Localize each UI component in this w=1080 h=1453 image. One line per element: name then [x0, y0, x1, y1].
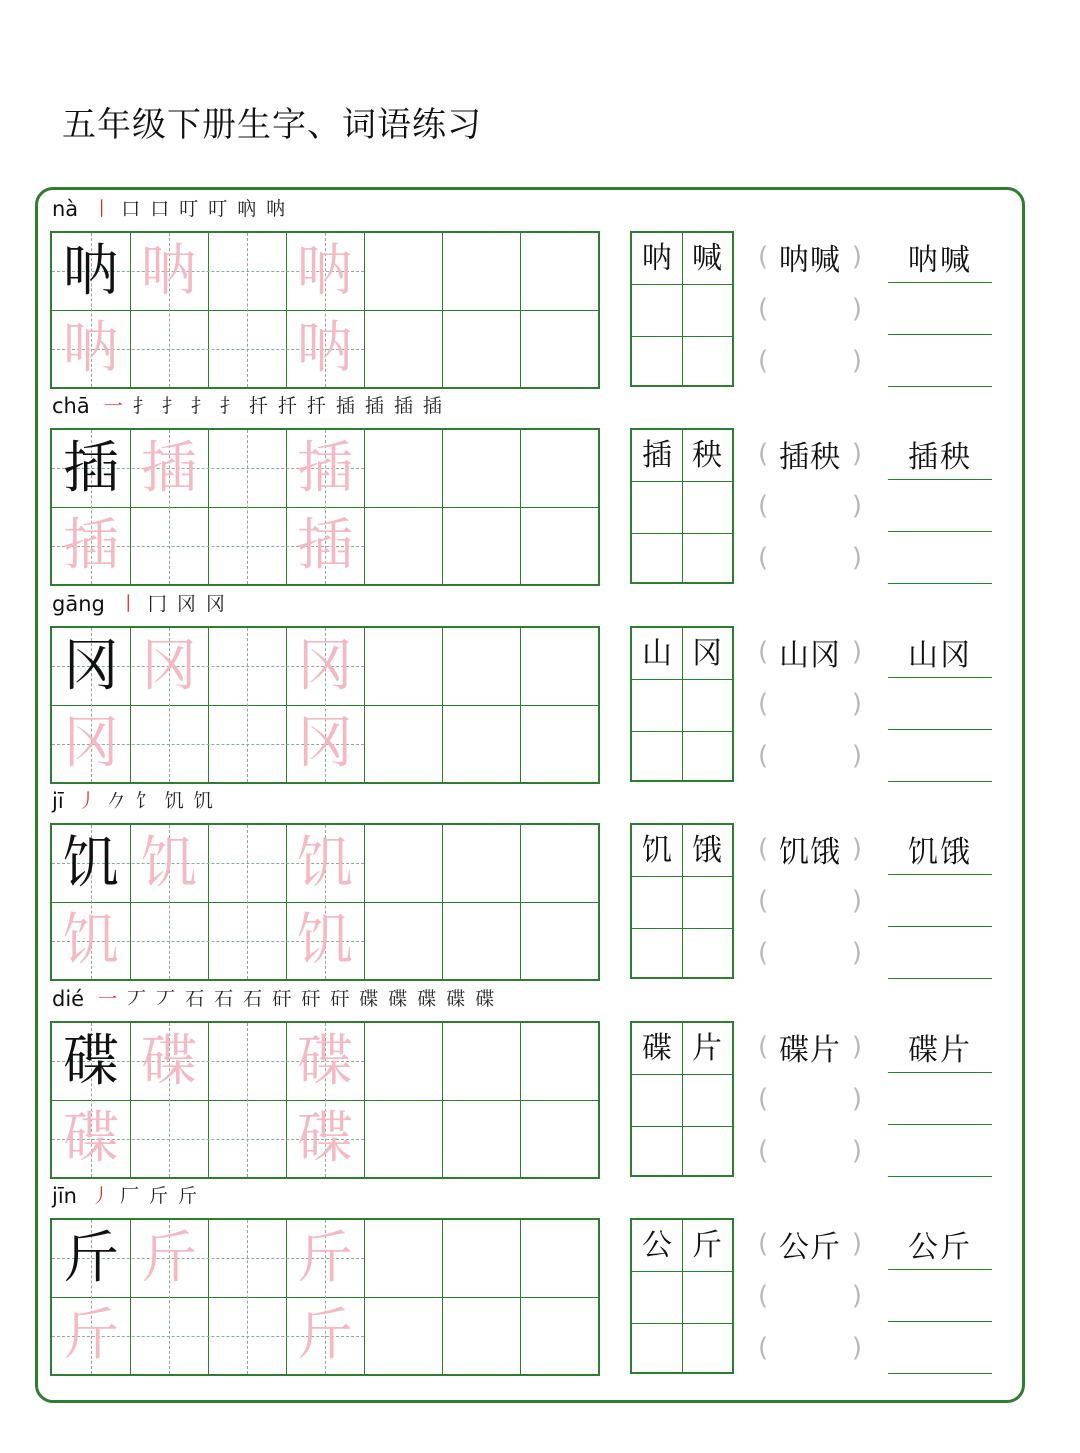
stroke-step: 一	[103, 395, 123, 417]
stroke-step: 饥	[193, 790, 213, 812]
paren-word: 插秧	[779, 440, 841, 475]
stroke-step: 丨	[118, 593, 138, 615]
paren-left: (	[758, 689, 769, 719]
paren-column	[758, 428, 862, 584]
paren-left: (	[758, 346, 769, 376]
paren-right: )	[851, 689, 862, 719]
word-grid	[630, 1021, 734, 1177]
trace-char: 碟	[297, 1029, 353, 1094]
writing-grid	[50, 626, 600, 784]
stroke-step: 扌	[132, 395, 152, 417]
paren-row	[758, 1218, 862, 1270]
stroke-step: 扌	[161, 395, 181, 417]
model-char: 呐	[63, 239, 119, 304]
line-word: 饥饿	[908, 834, 972, 870]
answer-line[interactable]	[888, 1322, 992, 1374]
word-char: 饿	[692, 833, 722, 868]
stroke-step: 斤	[149, 1185, 169, 1207]
word-model	[632, 233, 732, 285]
trace-char: 斤	[297, 1226, 353, 1291]
guide-line	[247, 1220, 248, 1374]
paren-row[interactable]	[758, 532, 862, 584]
answer-line	[888, 823, 992, 875]
stroke-step: 冈	[205, 593, 225, 615]
trace-char: 呐	[141, 239, 197, 304]
word-char: 片	[692, 1031, 722, 1066]
answer-line[interactable]	[888, 875, 992, 927]
writing-grid	[50, 823, 600, 981]
trace-char: 斤	[141, 1226, 197, 1291]
line-word: 呐喊	[908, 242, 972, 278]
paren-word: 饥饿	[779, 835, 841, 870]
pinyin: nà	[52, 197, 79, 221]
grid-line	[632, 533, 732, 534]
paren-left: (	[758, 886, 769, 916]
guide-line	[247, 233, 248, 387]
paren-column	[758, 626, 862, 782]
answer-line[interactable]	[888, 532, 992, 584]
answer-line[interactable]	[888, 1270, 992, 1322]
paren-left: (	[758, 938, 769, 968]
word-char: 碟	[642, 1031, 672, 1066]
stroke-step: 扌	[190, 395, 210, 417]
stroke-step: 丆	[127, 988, 147, 1010]
paren-left: (	[758, 637, 769, 667]
stroke-step: 叮	[179, 198, 199, 220]
trace-char: 呐	[297, 239, 353, 304]
paren-row	[758, 231, 862, 283]
pinyin-stroke-row	[52, 588, 235, 620]
stroke-step: 一	[98, 988, 118, 1010]
stroke-step: 碟	[388, 988, 408, 1010]
paren-left: (	[758, 1084, 769, 1114]
word-grid	[630, 231, 734, 387]
paren-right: )	[851, 543, 862, 573]
trace-char: 碟	[141, 1029, 197, 1094]
grid-line	[632, 1323, 732, 1324]
trace-char: 饥	[141, 831, 197, 896]
stroke-order	[91, 1182, 207, 1210]
answer-line[interactable]	[888, 678, 992, 730]
word-model	[632, 1220, 732, 1272]
paren-right: )	[851, 242, 862, 272]
stroke-step: 碟	[475, 988, 495, 1010]
paren-row	[758, 428, 862, 480]
line-word: 碟片	[908, 1032, 972, 1068]
line-word: 公斤	[908, 1229, 972, 1265]
underline-column	[888, 823, 992, 981]
pinyin-stroke-row	[52, 390, 452, 422]
answer-line	[888, 1021, 992, 1073]
paren-left: (	[758, 834, 769, 864]
underline-column	[888, 428, 992, 586]
stroke-step: 斤	[178, 1185, 198, 1207]
pinyin-stroke-row	[52, 1180, 207, 1212]
paren-right: )	[851, 1229, 862, 1259]
word-grid	[630, 823, 734, 979]
pinyin: gāng	[52, 592, 105, 616]
model-char: 饥	[63, 831, 119, 896]
word-char: 冈	[692, 636, 722, 671]
stroke-order	[119, 590, 235, 618]
pinyin-stroke-row	[52, 983, 504, 1015]
word-model	[632, 1023, 732, 1075]
char-block	[50, 983, 995, 1181]
stroke-step: 碟	[359, 988, 379, 1010]
paren-left: (	[758, 439, 769, 469]
trace-char: 饥	[63, 908, 119, 973]
answer-line	[888, 231, 992, 283]
word-char: 呐	[642, 241, 672, 276]
trace-char: 斤	[297, 1303, 353, 1368]
paren-left: (	[758, 1281, 769, 1311]
paren-column	[758, 1218, 862, 1374]
paren-left: (	[758, 1229, 769, 1259]
word-grid	[630, 626, 734, 782]
word-model	[632, 430, 732, 482]
stroke-step: 碟	[417, 988, 437, 1010]
answer-line[interactable]	[888, 1073, 992, 1125]
word-char: 斤	[692, 1228, 722, 1263]
paren-column	[758, 1021, 862, 1177]
stroke-step: 扦	[306, 395, 326, 417]
paren-row[interactable]	[758, 1270, 862, 1322]
paren-right: )	[851, 741, 862, 771]
stroke-step: 𠂊	[106, 790, 126, 812]
writing-grid	[50, 1218, 600, 1376]
stroke-step: 插	[393, 395, 413, 417]
paren-column	[758, 231, 862, 387]
stroke-step: 饥	[164, 790, 184, 812]
word-char: 插	[642, 438, 672, 473]
stroke-order	[78, 787, 223, 815]
paren-word: 碟片	[779, 1033, 841, 1068]
paren-right: )	[851, 1032, 862, 1062]
paren-row[interactable]	[758, 730, 862, 782]
trace-char: 饥	[297, 831, 353, 896]
paren-left: (	[758, 1136, 769, 1166]
stroke-step: 呐	[266, 198, 286, 220]
answer-line[interactable]	[888, 927, 992, 979]
paren-left: (	[758, 491, 769, 521]
stroke-step: 丿	[90, 1185, 110, 1207]
stroke-step: 矸	[301, 988, 321, 1010]
underline-column	[888, 1218, 992, 1376]
stroke-step: 扌	[219, 395, 239, 417]
paren-word: 山冈	[779, 638, 841, 673]
stroke-step: 扦	[248, 395, 268, 417]
trace-char: 插	[141, 436, 197, 501]
underline-column	[888, 1021, 992, 1179]
stroke-step: 碟	[446, 988, 466, 1010]
paren-right: )	[851, 439, 862, 469]
stroke-step: 丿	[77, 790, 97, 812]
word-char: 饥	[642, 833, 672, 868]
paren-right: )	[851, 1281, 862, 1311]
answer-line	[888, 626, 992, 678]
paren-row[interactable]	[758, 335, 862, 387]
paren-row[interactable]	[758, 283, 862, 335]
stroke-step: 口	[150, 198, 170, 220]
word-char: 公	[642, 1228, 672, 1263]
paren-right: )	[851, 886, 862, 916]
stroke-step: 矸	[272, 988, 292, 1010]
pinyin: chā	[52, 394, 90, 418]
paren-right: )	[851, 1136, 862, 1166]
stroke-step: 吶	[237, 198, 257, 220]
trace-char: 斤	[63, 1303, 119, 1368]
line-word: 山冈	[908, 637, 972, 673]
answer-line[interactable]	[888, 335, 992, 387]
stroke-step: 石	[185, 988, 205, 1010]
stroke-order	[104, 392, 452, 420]
trace-char: 插	[297, 436, 353, 501]
answer-line[interactable]	[888, 480, 992, 532]
trace-char: 呐	[63, 316, 119, 381]
grid-line	[632, 336, 732, 337]
char-block	[50, 785, 995, 983]
trace-char: 饥	[297, 908, 353, 973]
pinyin: jīn	[52, 1184, 77, 1208]
char-block	[50, 1180, 995, 1378]
paren-row	[758, 823, 862, 875]
paren-row[interactable]	[758, 1322, 862, 1374]
stroke-step: 扦	[277, 395, 297, 417]
page-title: 五年级下册生字、词语练习	[62, 105, 482, 145]
paren-right: )	[851, 346, 862, 376]
answer-line	[888, 1218, 992, 1270]
stroke-step: 丨	[92, 198, 112, 220]
guide-line	[247, 628, 248, 782]
answer-line[interactable]	[888, 283, 992, 335]
trace-char: 冈	[141, 634, 197, 699]
model-char: 插	[63, 436, 119, 501]
stroke-step: 石	[243, 988, 263, 1010]
paren-row	[758, 1021, 862, 1073]
word-grid	[630, 428, 734, 584]
paren-left: (	[758, 1333, 769, 1363]
paren-right: )	[851, 491, 862, 521]
paren-row[interactable]	[758, 678, 862, 730]
word-char: 秧	[692, 438, 722, 473]
grid-line	[632, 731, 732, 732]
model-char: 冈	[63, 634, 119, 699]
stroke-step: 冂	[147, 593, 167, 615]
stroke-step: 石	[214, 988, 234, 1010]
answer-line	[888, 428, 992, 480]
trace-char: 冈	[63, 711, 119, 776]
paren-row[interactable]	[758, 875, 862, 927]
stroke-step: 厂	[120, 1185, 140, 1207]
underline-column	[888, 626, 992, 784]
trace-char: 碟	[63, 1106, 119, 1171]
stroke-step: 丆	[156, 988, 176, 1010]
paren-column	[758, 823, 862, 979]
model-char: 碟	[63, 1029, 119, 1094]
pinyin: dié	[52, 987, 85, 1011]
underline-column	[888, 231, 992, 389]
line-word: 插秧	[908, 439, 972, 475]
guide-line	[247, 1023, 248, 1177]
trace-char: 碟	[297, 1106, 353, 1171]
grid-line	[632, 1126, 732, 1127]
trace-char: 呐	[297, 316, 353, 381]
word-model	[632, 825, 732, 877]
writing-grid	[50, 231, 600, 389]
paren-word: 公斤	[779, 1230, 841, 1265]
stroke-step: 插	[364, 395, 384, 417]
paren-left: (	[758, 294, 769, 324]
stroke-step: 叮	[208, 198, 228, 220]
stroke-order	[98, 985, 504, 1013]
paren-right: )	[851, 637, 862, 667]
paren-word: 呐喊	[779, 243, 841, 278]
writing-grid	[50, 428, 600, 586]
paren-right: )	[851, 834, 862, 864]
paren-left: (	[758, 242, 769, 272]
stroke-step: 冈	[176, 593, 196, 615]
paren-row[interactable]	[758, 927, 862, 979]
guide-line	[247, 430, 248, 584]
word-char: 山	[642, 636, 672, 671]
pinyin-stroke-row	[52, 193, 295, 225]
trace-char: 插	[63, 513, 119, 578]
stroke-step: 口	[121, 198, 141, 220]
paren-left: (	[758, 543, 769, 573]
paren-left: (	[758, 741, 769, 771]
stroke-step: 插	[422, 395, 442, 417]
word-grid	[630, 1218, 734, 1374]
answer-line[interactable]	[888, 730, 992, 782]
model-char: 斤	[63, 1226, 119, 1291]
grid-line	[632, 928, 732, 929]
trace-char: 冈	[297, 634, 353, 699]
stroke-step: 矸	[330, 988, 350, 1010]
paren-right: )	[851, 938, 862, 968]
paren-right: )	[851, 1333, 862, 1363]
char-block	[50, 193, 995, 391]
char-block	[50, 390, 995, 588]
paren-right: )	[851, 294, 862, 324]
stroke-step: 饣	[135, 790, 155, 812]
paren-row[interactable]	[758, 480, 862, 532]
pinyin-stroke-row	[52, 785, 223, 817]
paren-row[interactable]	[758, 1073, 862, 1125]
stroke-step: 插	[335, 395, 355, 417]
paren-left: (	[758, 1032, 769, 1062]
guide-line	[247, 825, 248, 979]
pinyin: jī	[52, 789, 64, 813]
paren-row[interactable]	[758, 1125, 862, 1177]
paren-row	[758, 626, 862, 678]
stroke-order	[92, 195, 295, 223]
trace-char: 冈	[297, 711, 353, 776]
word-model	[632, 628, 732, 680]
word-char: 喊	[692, 241, 722, 276]
paren-right: )	[851, 1084, 862, 1114]
writing-grid	[50, 1021, 600, 1179]
trace-char: 插	[297, 513, 353, 578]
char-block	[50, 588, 995, 786]
answer-line[interactable]	[888, 1125, 992, 1177]
